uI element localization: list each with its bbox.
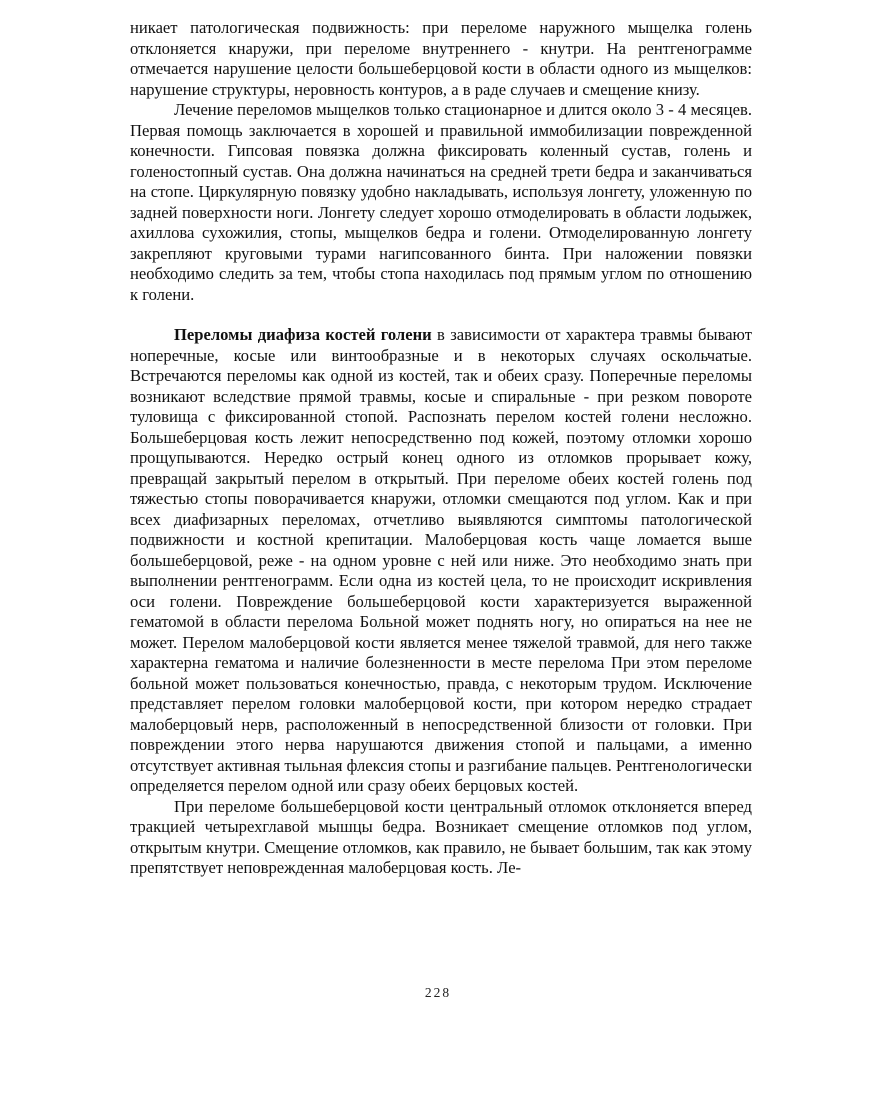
paragraph-condyle-treatment	[130, 100, 752, 305]
paragraph-shaft-fractures	[130, 325, 752, 797]
section-heading: Переломы диафиза костей голени	[174, 325, 432, 344]
paragraph-continuation	[130, 18, 752, 100]
paragraph-text: никает патологическая подвижность: при переломе наружного мыщелка голень отклоняется кнаружи, при переломе внутреннего - кнутри. На рентгенограмме отмечается нарушение целости большеберцовой кости в области одного из мыщелков: нарушение структуры, неровность контуров, а в раде случаев и смещение книзу.	[130, 18, 752, 99]
body-text	[130, 18, 752, 879]
paragraph-text: При переломе большеберцовой кости центральный отломок отклоняется вперед тракцией четырехглавой мышцы бедра. Возникает смещение отломков под углом, открытым кнутри. Смещение отломков, как правило, не бывает большим, так как этому препятствует неповрежденная малоберцовая кость. Ле-	[130, 796, 752, 877]
paragraph-text: Лечение переломов мыщелков только стационарное и длится около 3 - 4 месяцев. Первая помощь заключается в хорошей и правильной иммобилизации поврежденной конечности. Гипсовая повязка должна фиксировать коленный сустав, голень и голеностопный сустав. Она должна начинаться на средней трети бедра и заканчиваться на стопе. Циркулярную повязку удобно накладывать, используя лонгету, уложенную по задней поверхности ноги. Лонгету следует хорошо отмоделировать в области лодыжек, ахиллова сухожилия, стопы, мыщелков бедра и голени. Отмоделированную лонгету закрепляют круговыми турами нагипсованного бинта. При наложении повязки необходимо следить за тем, чтобы стопа находилась под прямым углом по отношению к голени.	[130, 100, 752, 304]
page-number: 228	[424, 985, 452, 1000]
paragraph-text: в зависимости от характера травмы бывают ноперечные, косые или винтообразные и в некоторых случаях оскольчатые. Встречаются переломы как одной из костей, так и обеих сразу. Поперечные переломы возникают вследствие прямой травмы, косые и спиральные - при резком повороте туловища с фиксированной стопой. Распознать перелом костей голени несложно. Большеберцовая кость лежит непосредственно под кожей, поэтому отломки хорошо прощупываются. Нередко острый конец одного из отломков прорывает кожу, превращай закрытый перелом в открытый. При переломе обеих костей голень под тяжестью стопы поворачивается кнаружи, отломки смещаются под углом. Как и при всех диафизарных переломах, отчетливо выявляются симптомы патологической подвижности и костной крепитации. Малоберцовая кость чаще ломается выше большеберцовой, реже - на одном уровне с ней или ниже. Это необходимо знать при выполнении рентгенограмм. Если одна из костей цела, то не происходит искривления оси голени. Повреждение большеберцовой кости характеризуется выраженной гематомой в области перелома Больной может поднять ногу, но опираться на нее не может. Перелом малоберцовой кости является менее тяжелой травмой, для него также характерна гематома и наличие болезненности в месте перелома При этом переломе больной может пользоваться конечностью, правда, с некоторым трудом. Исключение представляет перелом головки малоберцовой кости, при котором нередко страдает малоберцовый нерв, расположенный в непосредственной близости от головки. При повреждении этого нерва нарушаются движения стопой и пальцами, а именно отсутствует активная тыльная флексия стопы и разгибание пальцев. Рентгенологически определяется перелом одной или сразу обеих берцовых костей.	[130, 325, 752, 795]
paragraph-tibia-fracture	[130, 797, 752, 879]
